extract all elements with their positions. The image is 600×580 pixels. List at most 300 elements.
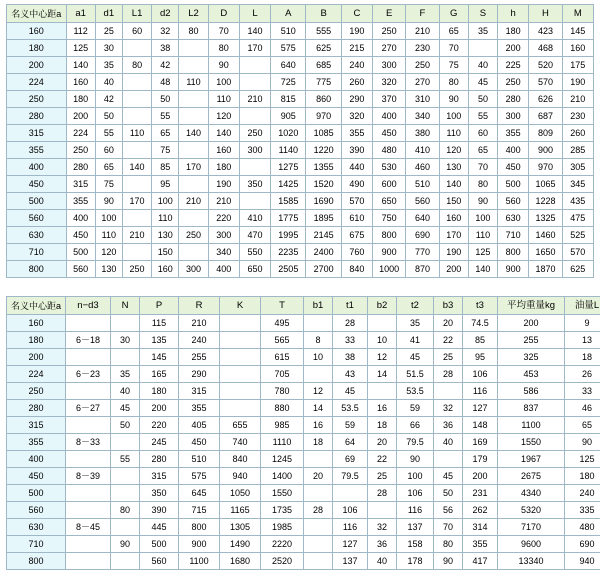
table-cell: 43 bbox=[333, 366, 368, 383]
table-cell: 59 bbox=[397, 400, 434, 417]
table-cell: 30 bbox=[111, 332, 140, 349]
table-cell bbox=[368, 383, 397, 400]
column-header: N bbox=[111, 297, 140, 315]
column-header: 名义中心距a bbox=[7, 297, 66, 315]
table-cell: 355 bbox=[341, 125, 372, 142]
table-cell: 2675 bbox=[498, 468, 565, 485]
table-cell: 760 bbox=[341, 244, 372, 261]
table-cell: 120 bbox=[95, 244, 122, 261]
table-cell: 32 bbox=[152, 23, 179, 40]
table-cell bbox=[66, 451, 111, 468]
table-cell bbox=[304, 519, 333, 536]
table-row bbox=[7, 261, 594, 278]
table-cell: 106 bbox=[397, 485, 434, 502]
column-header: b3 bbox=[434, 297, 463, 315]
table-cell: 575 bbox=[271, 40, 306, 57]
table-cell: 1490 bbox=[220, 536, 261, 553]
table-cell: 145 bbox=[562, 23, 593, 40]
table-cell: 880 bbox=[261, 400, 304, 417]
table-cell bbox=[304, 366, 333, 383]
table-cell: 410 bbox=[406, 142, 439, 159]
table-cell: 410 bbox=[239, 210, 270, 227]
table-cell: 8－45 bbox=[66, 519, 111, 536]
table-cell: 650 bbox=[239, 261, 270, 278]
table-cell: 45 bbox=[468, 74, 497, 91]
table-cell: 65 bbox=[439, 23, 468, 40]
table-cell: 260 bbox=[562, 125, 593, 142]
table-cell: 2700 bbox=[306, 261, 341, 278]
table-cell: 70 bbox=[439, 40, 468, 57]
row-label-cell: 560 bbox=[7, 210, 67, 227]
table-cell: 33 bbox=[333, 332, 368, 349]
table-cell: 35 bbox=[468, 23, 497, 40]
table-cell: 74.5 bbox=[463, 315, 498, 332]
table-cell: 6－18 bbox=[66, 332, 111, 349]
column-header: E bbox=[373, 5, 406, 23]
table-row bbox=[7, 244, 594, 261]
table-cell: 28 bbox=[304, 502, 333, 519]
column-header: n−d3 bbox=[66, 297, 111, 315]
table-cell: 210 bbox=[179, 315, 220, 332]
table-cell: 85 bbox=[152, 159, 179, 176]
row-label-cell: 250 bbox=[7, 383, 66, 400]
table-cell: 500 bbox=[498, 176, 529, 193]
table-cell: 178 bbox=[397, 553, 434, 570]
table-cell: 38 bbox=[152, 40, 179, 57]
table-cell: 1165 bbox=[220, 502, 261, 519]
table-cell: 42 bbox=[152, 57, 179, 74]
table-cell: 160 bbox=[66, 74, 95, 91]
table-cell: 423 bbox=[529, 23, 562, 40]
table-cell bbox=[111, 315, 140, 332]
table-cell: 1680 bbox=[220, 553, 261, 570]
table-cell: 1050 bbox=[220, 485, 261, 502]
table-cell: 245 bbox=[140, 434, 179, 451]
table-cell: 870 bbox=[406, 261, 439, 278]
table-cell: 2235 bbox=[271, 244, 306, 261]
row-label-cell: 400 bbox=[7, 159, 67, 176]
table-cell: 28 bbox=[434, 366, 463, 383]
table-cell: 110 bbox=[179, 74, 208, 91]
table-cell: 41 bbox=[397, 332, 434, 349]
table-cell: 80 bbox=[434, 536, 463, 553]
table-row bbox=[7, 553, 600, 570]
table-cell: 40 bbox=[434, 434, 463, 451]
table-cell: 1065 bbox=[529, 176, 562, 193]
table-cell: 56 bbox=[434, 502, 463, 519]
column-header: C bbox=[341, 5, 372, 23]
row-label-cell: 355 bbox=[7, 434, 66, 451]
table-cell: 210 bbox=[562, 91, 593, 108]
column-header: A bbox=[271, 5, 306, 23]
table-cell: 809 bbox=[529, 125, 562, 142]
table-cell: 110 bbox=[122, 125, 151, 142]
table-cell: 800 bbox=[179, 519, 220, 536]
table-cell bbox=[304, 315, 333, 332]
table-cell: 50 bbox=[111, 417, 140, 434]
table-cell: 46 bbox=[565, 400, 600, 417]
table-cell: 400 bbox=[498, 142, 529, 159]
table-cell: 140 bbox=[179, 125, 208, 142]
table-cell: 450 bbox=[66, 227, 95, 244]
table-cell: 30 bbox=[95, 40, 122, 57]
table-cell: 50 bbox=[152, 91, 179, 108]
table-cell: 8 bbox=[304, 332, 333, 349]
table-cell: 125 bbox=[565, 451, 600, 468]
table-cell: 355 bbox=[463, 536, 498, 553]
table-cell bbox=[122, 40, 151, 57]
table-cell: 106 bbox=[463, 366, 498, 383]
table-cell: 570 bbox=[529, 74, 562, 91]
table-cell: 110 bbox=[95, 227, 122, 244]
table-cell: 390 bbox=[140, 502, 179, 519]
row-label-cell: 200 bbox=[7, 349, 66, 366]
table-cell: 150 bbox=[439, 193, 468, 210]
table-cell: 840 bbox=[220, 451, 261, 468]
table-cell: 690 bbox=[406, 227, 439, 244]
table-cell: 224 bbox=[66, 125, 95, 142]
table-cell: 55 bbox=[468, 108, 497, 125]
table-cell: 200 bbox=[439, 261, 468, 278]
table-cell: 480 bbox=[565, 519, 600, 536]
table-cell: 60 bbox=[122, 23, 151, 40]
row-label-cell: 450 bbox=[7, 468, 66, 485]
column-header: 油量L bbox=[565, 297, 600, 315]
table-cell: 555 bbox=[306, 23, 341, 40]
table-cell: 48 bbox=[152, 74, 179, 91]
table-cell bbox=[220, 332, 261, 349]
table-cell: 780 bbox=[261, 383, 304, 400]
table-cell bbox=[122, 210, 151, 227]
table-cell: 1085 bbox=[306, 125, 341, 142]
column-header: K bbox=[220, 297, 261, 315]
table-cell: 1995 bbox=[271, 227, 306, 244]
table-cell bbox=[179, 40, 208, 57]
table-cell: 1020 bbox=[271, 125, 306, 142]
table-cell: 64 bbox=[333, 434, 368, 451]
table-cell bbox=[220, 349, 261, 366]
table-cell: 210 bbox=[122, 227, 151, 244]
row-label-cell: 800 bbox=[7, 261, 67, 278]
table-cell bbox=[66, 383, 111, 400]
table-cell: 36 bbox=[434, 417, 463, 434]
table-cell: 148 bbox=[463, 417, 498, 434]
table-cell: 8－39 bbox=[66, 468, 111, 485]
table-cell: 40 bbox=[468, 57, 497, 74]
table-cell: 355 bbox=[66, 193, 95, 210]
table-cell bbox=[111, 519, 140, 536]
column-header: h bbox=[498, 5, 529, 23]
table-cell: 900 bbox=[179, 536, 220, 553]
dimension-table-bottom bbox=[6, 296, 600, 570]
table-cell: 25 bbox=[95, 23, 122, 40]
table-bottom-header bbox=[7, 297, 600, 315]
table-cell: 42 bbox=[95, 91, 122, 108]
table-row bbox=[7, 176, 594, 193]
table-cell bbox=[122, 74, 151, 91]
table-cell: 453 bbox=[498, 366, 565, 383]
column-header: R bbox=[179, 297, 220, 315]
table-cell: 140 bbox=[122, 159, 151, 176]
table-cell: 315 bbox=[140, 468, 179, 485]
row-label-cell: 355 bbox=[7, 142, 67, 159]
column-header: a1 bbox=[66, 5, 95, 23]
table-cell: 2520 bbox=[261, 553, 304, 570]
table-cell: 190 bbox=[439, 244, 468, 261]
table-cell: 16 bbox=[368, 400, 397, 417]
table-cell: 6－27 bbox=[66, 400, 111, 417]
table-cell: 55 bbox=[95, 125, 122, 142]
table-cell: 690 bbox=[565, 536, 600, 553]
table-cell: 2400 bbox=[306, 244, 341, 261]
table-cell: 80 bbox=[179, 23, 208, 40]
table-row bbox=[7, 5, 594, 23]
table-cell bbox=[220, 366, 261, 383]
table-cell: 270 bbox=[406, 74, 439, 91]
table-cell: 200 bbox=[498, 40, 529, 57]
table-cell: 1520 bbox=[306, 176, 341, 193]
table-cell: 180 bbox=[140, 383, 179, 400]
table-cell: 65 bbox=[152, 125, 179, 142]
table-cell: 140 bbox=[439, 176, 468, 193]
table-cell: 325 bbox=[498, 349, 565, 366]
table-cell: 675 bbox=[341, 227, 372, 244]
table-top-header bbox=[7, 5, 594, 23]
column-header: L1 bbox=[122, 5, 151, 23]
table-cell: 510 bbox=[179, 451, 220, 468]
table-row bbox=[7, 332, 600, 349]
column-header: 名义中心距a bbox=[7, 5, 67, 23]
table-cell: 685 bbox=[306, 57, 341, 74]
table-cell: 18 bbox=[565, 349, 600, 366]
table-row bbox=[7, 40, 594, 57]
table-cell: 12 bbox=[304, 383, 333, 400]
table-cell: 160 bbox=[439, 210, 468, 227]
table-cell: 630 bbox=[498, 210, 529, 227]
table-cell: 250 bbox=[122, 261, 151, 278]
table-cell: 45 bbox=[397, 349, 434, 366]
table-cell bbox=[66, 315, 111, 332]
table-cell: 710 bbox=[498, 227, 529, 244]
table-cell: 120 bbox=[208, 108, 239, 125]
table-cell: 50 bbox=[434, 485, 463, 502]
table-cell: 66 bbox=[397, 417, 434, 434]
table-cell: 60 bbox=[95, 142, 122, 159]
table-cell: 1895 bbox=[306, 210, 341, 227]
row-label-cell: 450 bbox=[7, 176, 67, 193]
table-cell: 560 bbox=[140, 553, 179, 570]
table-cell: 45 bbox=[333, 383, 368, 400]
table-cell: 36 bbox=[368, 536, 397, 553]
table-cell: 840 bbox=[341, 261, 372, 278]
table-cell: 405 bbox=[179, 417, 220, 434]
table-cell: 112 bbox=[66, 23, 95, 40]
column-header: P bbox=[140, 297, 179, 315]
table-cell: 210 bbox=[406, 23, 439, 40]
table-cell: 220 bbox=[140, 417, 179, 434]
table-cell: 750 bbox=[373, 210, 406, 227]
table-cell bbox=[239, 108, 270, 125]
table-cell: 28 bbox=[333, 315, 368, 332]
table-cell: 240 bbox=[565, 485, 600, 502]
column-header: t2 bbox=[397, 297, 434, 315]
table-cell: 300 bbox=[373, 57, 406, 74]
table-cell: 79.5 bbox=[333, 468, 368, 485]
table-cell: 35 bbox=[111, 366, 140, 383]
table-cell: 1305 bbox=[220, 519, 261, 536]
table-cell bbox=[66, 502, 111, 519]
table-cell: 40 bbox=[95, 74, 122, 91]
table-cell: 255 bbox=[179, 349, 220, 366]
table-cell: 687 bbox=[529, 108, 562, 125]
table-cell: 175 bbox=[562, 57, 593, 74]
table-cell: 137 bbox=[397, 519, 434, 536]
table-cell: 1775 bbox=[271, 210, 306, 227]
table-cell: 940 bbox=[565, 553, 600, 570]
table-cell: 355 bbox=[179, 400, 220, 417]
table-cell: 815 bbox=[271, 91, 306, 108]
table-row bbox=[7, 519, 600, 536]
table-cell: 210 bbox=[208, 193, 239, 210]
table-cell bbox=[66, 536, 111, 553]
table-cell: 5320 bbox=[498, 502, 565, 519]
table-row bbox=[7, 227, 594, 244]
table-row bbox=[7, 297, 600, 315]
table-cell: 470 bbox=[239, 227, 270, 244]
table-cell bbox=[179, 244, 208, 261]
table-cell: 158 bbox=[397, 536, 434, 553]
table-cell: 837 bbox=[498, 400, 565, 417]
row-label-cell: 160 bbox=[7, 23, 67, 40]
table-cell: 180 bbox=[66, 91, 95, 108]
table-cell: 100 bbox=[397, 468, 434, 485]
table-cell: 565 bbox=[261, 332, 304, 349]
table-cell: 285 bbox=[562, 142, 593, 159]
column-header: S bbox=[468, 5, 497, 23]
table-cell: 130 bbox=[95, 261, 122, 278]
table-cell: 40 bbox=[111, 383, 140, 400]
column-header: T bbox=[261, 297, 304, 315]
table-cell: 1140 bbox=[271, 142, 306, 159]
table-cell bbox=[111, 485, 140, 502]
column-header: L2 bbox=[179, 5, 208, 23]
table-cell: 445 bbox=[140, 519, 179, 536]
row-label-cell: 710 bbox=[7, 244, 67, 261]
table-cell: 90 bbox=[434, 553, 463, 570]
table-cell: 25 bbox=[434, 349, 463, 366]
table-cell: 9 bbox=[565, 315, 600, 332]
table-cell: 262 bbox=[463, 502, 498, 519]
table-cell: 770 bbox=[406, 244, 439, 261]
table-cell: 100 bbox=[208, 74, 239, 91]
table-cell: 417 bbox=[463, 553, 498, 570]
column-header: b2 bbox=[368, 297, 397, 315]
table-cell: 190 bbox=[341, 23, 372, 40]
table-cell: 180 bbox=[498, 23, 529, 40]
table-cell: 1355 bbox=[306, 159, 341, 176]
table-cell: 160 bbox=[562, 40, 593, 57]
table-cell: 180 bbox=[565, 468, 600, 485]
table-top-body bbox=[7, 23, 594, 278]
table-cell: 8－33 bbox=[66, 434, 111, 451]
table-cell: 525 bbox=[562, 227, 593, 244]
table-cell: 940 bbox=[220, 468, 261, 485]
table-row bbox=[7, 193, 594, 210]
table-cell: 450 bbox=[179, 434, 220, 451]
table-cell: 1650 bbox=[529, 244, 562, 261]
table-cell: 35 bbox=[397, 315, 434, 332]
table-cell bbox=[66, 349, 111, 366]
table-cell: 169 bbox=[463, 434, 498, 451]
table-cell: 12 bbox=[368, 349, 397, 366]
row-label-cell: 280 bbox=[7, 108, 67, 125]
table-cell: 560 bbox=[66, 261, 95, 278]
table-cell: 300 bbox=[239, 142, 270, 159]
row-label-cell: 800 bbox=[7, 553, 66, 570]
table-cell: 575 bbox=[179, 468, 220, 485]
table-cell: 270 bbox=[373, 40, 406, 57]
table-cell: 300 bbox=[179, 261, 208, 278]
table-cell: 35 bbox=[95, 57, 122, 74]
table-cell: 645 bbox=[179, 485, 220, 502]
table-cell bbox=[122, 91, 151, 108]
row-label-cell: 180 bbox=[7, 40, 67, 57]
table-cell: 350 bbox=[140, 485, 179, 502]
table-cell: 75 bbox=[152, 142, 179, 159]
table-cell: 20 bbox=[304, 468, 333, 485]
table-cell: 150 bbox=[152, 244, 179, 261]
table-cell bbox=[66, 485, 111, 502]
table-row bbox=[7, 74, 594, 91]
row-label-cell: 400 bbox=[7, 451, 66, 468]
table-cell: 70 bbox=[434, 519, 463, 536]
row-label-cell: 160 bbox=[7, 315, 66, 332]
table-cell: 90 bbox=[95, 193, 122, 210]
row-label-cell: 630 bbox=[7, 227, 67, 244]
table-cell: 140 bbox=[66, 57, 95, 74]
table-cell: 110 bbox=[468, 227, 497, 244]
table-cell: 615 bbox=[261, 349, 304, 366]
table-cell: 1870 bbox=[529, 261, 562, 278]
column-header: B bbox=[306, 5, 341, 23]
table-cell: 280 bbox=[66, 159, 95, 176]
table-cell: 290 bbox=[341, 91, 372, 108]
table-cell: 260 bbox=[341, 74, 372, 91]
table-cell: 400 bbox=[66, 210, 95, 227]
column-header: L bbox=[239, 5, 270, 23]
table-cell: 970 bbox=[529, 159, 562, 176]
table-cell: 775 bbox=[306, 74, 341, 91]
table-cell: 800 bbox=[373, 227, 406, 244]
row-label-cell: 250 bbox=[7, 91, 67, 108]
table-cell: 80 bbox=[468, 176, 497, 193]
table-cell: 1425 bbox=[271, 176, 306, 193]
table-row bbox=[7, 434, 600, 451]
table-cell: 80 bbox=[208, 40, 239, 57]
table-cell: 305 bbox=[562, 159, 593, 176]
table-cell: 1985 bbox=[261, 519, 304, 536]
table-row bbox=[7, 125, 594, 142]
table-cell: 475 bbox=[562, 210, 593, 227]
table-row bbox=[7, 315, 600, 332]
table-cell: 300 bbox=[498, 108, 529, 125]
table-cell: 625 bbox=[306, 40, 341, 57]
table-cell bbox=[66, 553, 111, 570]
table-cell: 440 bbox=[341, 159, 372, 176]
table-cell bbox=[239, 159, 270, 176]
table-cell: 495 bbox=[261, 315, 304, 332]
table-cell: 18 bbox=[368, 417, 397, 434]
